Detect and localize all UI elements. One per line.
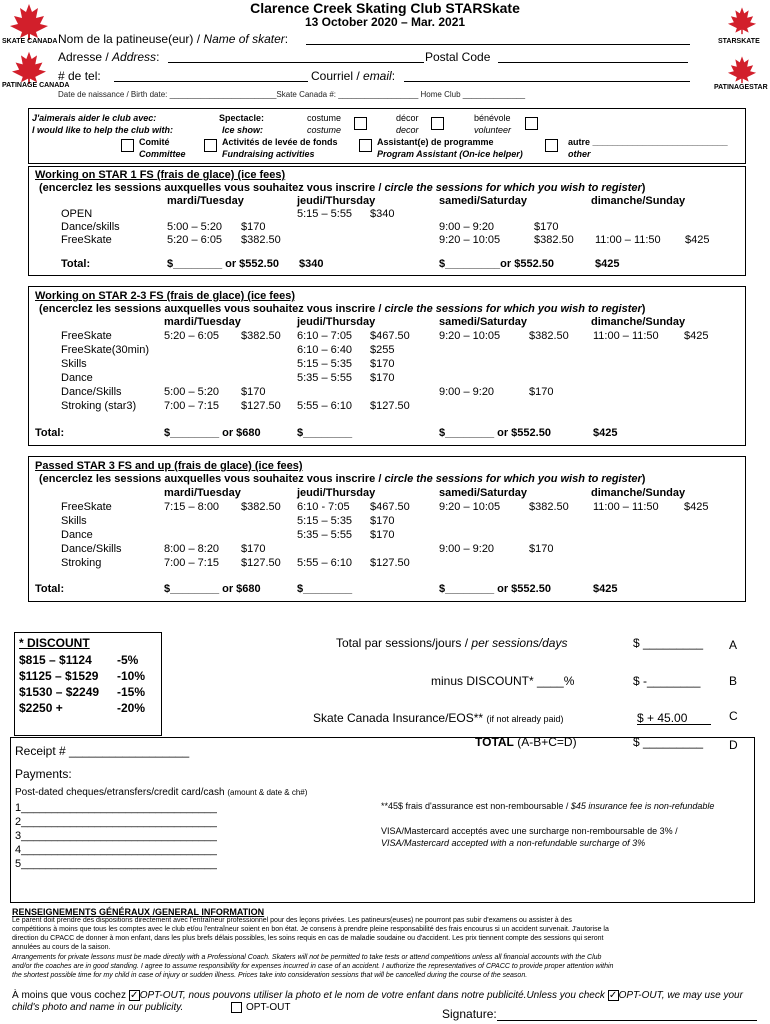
general-info-fr: annulées au cours de la saison.: [12, 944, 111, 951]
session-price: $170: [529, 386, 554, 398]
general-info-fr: compétitions à moins que tous les comptes avec le club et/ou l'entraîneur soient en bon état. Je consens à prendre pleine responsabilité des frais encourus si un accident survenait. J'autorise la: [12, 926, 609, 933]
star3-total-sun: $425: [593, 583, 618, 595]
total-d-field[interactable]: $ _________: [633, 735, 704, 749]
session-time[interactable]: 5:20 – 6:05: [167, 234, 223, 246]
session-time[interactable]: 5:15 – 5:35: [297, 358, 353, 370]
discount-range: $1125 – $1529: [19, 669, 99, 683]
session-time[interactable]: 5:15 – 5:55: [297, 208, 353, 220]
total-a-field[interactable]: $ _________: [633, 636, 704, 650]
star1-instructions: (encerclez les sessions auxquelles vous souhaitez vous inscrire / circle the sessions for which you wish to register): [39, 182, 646, 194]
session-time[interactable]: 7:15 – 8:00: [164, 501, 220, 513]
star23-total-label: Total:: [35, 427, 65, 439]
general-info-en: and/or the coaches are in good standing. I agree to assume responsibility for expenses incurred in case of an accident. I authorize the representatives of CPACC to provide proper attention within: [12, 963, 614, 970]
postal-code-label: Postal Code: [425, 50, 491, 64]
session-price: $127.50: [370, 400, 410, 412]
session-time[interactable]: 5:35 – 5:55: [297, 372, 353, 384]
season-dates: 13 October 2020 – Mar. 2021: [304, 15, 466, 29]
general-info-en: the shortest possible time for my child in case of injury or sudden illness. Prices take into consideration sessions that will be cancelled during the course of the season.: [12, 972, 528, 979]
payments-label: Payments:: [15, 767, 72, 781]
visa-note-en: VISA/Mastercard accepted with a non-refundable surcharge of 3%: [381, 838, 646, 848]
payment-line[interactable]: 2________________________________: [15, 816, 217, 828]
star3-row-label: Dance: [61, 529, 93, 541]
visa-note-fr: VISA/Mastercard acceptés avec une surcharge non-remboursable de 3% /: [381, 826, 678, 836]
volunteer-fr: J'aimerais aider le club avec:: [32, 113, 157, 123]
costume-checkbox[interactable]: [354, 117, 367, 130]
discount-title: * DISCOUNT: [19, 636, 90, 650]
session-time[interactable]: 5:15 – 5:35: [297, 515, 353, 527]
signature-label: Signature:: [442, 1007, 497, 1021]
total-c-field: $ + 45.00: [637, 711, 688, 725]
star23-total-sat[interactable]: $________ or $552.50: [439, 427, 551, 439]
star1-title: Working on STAR 1 FS (frais de glace) (ice fees): [35, 169, 286, 181]
star23-day-sat: samedi/Saturday: [439, 316, 528, 328]
star23-row-label: FreeSkate(30min): [61, 344, 150, 356]
star3-section: [28, 456, 746, 602]
discount-minus-label[interactable]: minus DISCOUNT* ____%: [431, 674, 575, 688]
star23-day-thu: jeudi/Thursday: [297, 316, 376, 328]
optout-fr: À moins que vous cochez ✓OPT-OUT, nous pouvons utiliser la photo et le nom de votre enfant dans notre publicité.Unless you check ✓OPT-OUT, we may use your: [12, 990, 743, 1002]
discount-rate: -15%: [117, 685, 146, 699]
session-price: $170: [534, 221, 559, 233]
star3-total-thu[interactable]: $________: [297, 583, 353, 595]
optout-en-checkbox[interactable]: ✓: [608, 990, 618, 1001]
address-label: Adresse / Address:: [58, 50, 160, 64]
session-price: $255: [370, 344, 395, 356]
general-info-fr: direction du CPACC de donner à mon enfant, dans les plus brefs délais possibles, les soins requis en cas de maladie soudaine ou d'accident. Les prix tiennent compte des sessions qui seront: [12, 935, 604, 942]
star3-row-label: Stroking: [61, 557, 102, 569]
session-price: $425: [684, 501, 709, 513]
fundraising-checkbox[interactable]: [204, 139, 217, 152]
other-en: other: [568, 149, 591, 159]
star23-total-tue[interactable]: $________ or $680: [164, 427, 261, 439]
star3-day-tue: mardi/Tuesday: [164, 487, 241, 499]
session-price: $170: [241, 386, 266, 398]
payment-line[interactable]: 4________________________________: [15, 844, 217, 856]
session-time[interactable]: 9:20 – 10:05: [439, 330, 501, 342]
total-a-letter: A: [729, 638, 738, 652]
ice-show-en: Ice show:: [222, 125, 264, 135]
star3-day-sat: samedi/Saturday: [439, 487, 528, 499]
session-price: $127.50: [241, 557, 281, 569]
session-price: $382.50: [241, 234, 281, 246]
star1-total-sun: $425: [595, 258, 620, 270]
fundraising-en: Fundraising activities: [222, 149, 315, 159]
session-time[interactable]: 5:55 – 6:10: [297, 557, 353, 569]
session-price: $425: [684, 330, 709, 342]
star1-total-sat[interactable]: $_________or $552.50: [439, 258, 554, 270]
session-price: $382.50: [534, 234, 574, 246]
star1-row-label: OPEN: [61, 208, 93, 220]
star23-row-label: Dance/Skills: [61, 386, 122, 398]
star23-total-sun: $425: [593, 427, 618, 439]
star23-total-thu[interactable]: $________: [297, 427, 353, 439]
star23-day-sun: dimanche/Sunday: [591, 316, 686, 328]
general-info-en: Arrangements for private lessons must be made directly with a Professional Coach. Skaters will not be permitted to take tests or attend competitions unless all financial accounts with the Club: [12, 954, 602, 961]
discount-rate: -5%: [117, 653, 139, 667]
maple-leaf-icon: [2, 50, 56, 84]
volunteer-option-checkbox[interactable]: [525, 117, 538, 130]
session-price: $170: [370, 515, 395, 527]
program-assistant-checkbox[interactable]: [359, 139, 372, 152]
session-price: $127.50: [241, 400, 281, 412]
star1-row-label: FreeSkate: [61, 234, 112, 246]
star1-day-sat: samedi/Saturday: [439, 195, 528, 207]
session-time[interactable]: 7:00 – 7:15: [164, 557, 220, 569]
optout-en-line2: child's photo and name in our publicity.: [12, 1002, 184, 1013]
star3-total-tue[interactable]: $________ or $680: [164, 583, 261, 595]
star1-total-label: Total:: [61, 258, 91, 270]
volunteer-option-fr: bénévole: [474, 113, 511, 123]
page-title: Clarence Creek Skating Club STARSkate: [250, 0, 520, 16]
star3-instructions: (encerclez les sessions auxquelles vous souhaitez vous inscrire / circle the sessions for which you wish to register): [39, 473, 646, 485]
total-c-underline: [637, 724, 711, 725]
other-checkbox[interactable]: [545, 139, 558, 152]
session-time[interactable]: 6:10 – 6:40: [297, 344, 353, 356]
star1-section: [28, 166, 746, 276]
session-time[interactable]: 9:00 – 9:20: [439, 543, 495, 555]
ice-show-fr: Spectacle:: [219, 113, 265, 123]
birth-date-line[interactable]: Date de naissance / Birth date: ________________________Skate Canada #: __________________ Home Club ______________: [58, 90, 526, 99]
star1-row-label: Dance/skills: [61, 221, 120, 233]
session-time[interactable]: 5:00 – 5:20: [167, 221, 223, 233]
volunteer-box: [28, 108, 746, 164]
session-time[interactable]: 9:00 – 9:20: [439, 386, 495, 398]
session-price: $170: [370, 372, 395, 384]
session-price: $382.50: [241, 330, 281, 342]
session-time[interactable]: 11:00 – 11:50: [595, 234, 661, 246]
session-time[interactable]: 8:00 – 8:20: [164, 543, 220, 555]
total-b-field[interactable]: $ -________: [633, 674, 701, 688]
session-time[interactable]: 11:00 – 11:50: [593, 501, 659, 513]
optout-label: OPT-OUT: [246, 1002, 291, 1013]
discount-rate: -20%: [117, 701, 146, 715]
total-sessions-label: Total par sessions/jours / per sessions/days: [336, 636, 568, 650]
session-time[interactable]: 5:20 – 6:05: [164, 330, 220, 342]
session-price: $170: [370, 358, 395, 370]
postdated-label: Post-dated cheques/etransfers/credit card/cash (amount & date & ch#): [15, 787, 308, 798]
patinage-canada-logo: [2, 50, 70, 92]
discount-range: $815 – $1124: [19, 653, 92, 667]
session-price: $170: [241, 221, 266, 233]
star23-row-label: Dance: [61, 372, 93, 384]
skater-name-field[interactable]: [306, 44, 690, 45]
star23-section: [28, 286, 746, 446]
session-time[interactable]: 9:20 – 10:05: [439, 234, 501, 246]
grand-total-label: TOTAL (A-B+C=D): [475, 735, 577, 749]
session-time[interactable]: 11:00 – 11:50: [593, 330, 659, 342]
committee-fr: Comité: [139, 137, 170, 147]
session-time[interactable]: 9:20 – 10:05: [439, 501, 501, 513]
discount-rate: -10%: [117, 669, 146, 683]
logo-text: STARSKATE: [718, 38, 760, 45]
decor-fr: décor: [396, 113, 419, 123]
general-info-fr: Le parent doit prendre des dispositions directement avec l'entraîneur professionnel pour des leçons privées. Les patineurs(euses) ne pourront pas subir d'examens ou assister à des: [12, 917, 572, 924]
star3-title: Passed STAR 3 FS and up (frais de glace) (ice fees): [35, 460, 303, 472]
star3-day-thu: jeudi/Thursday: [297, 487, 376, 499]
session-time[interactable]: 5:35 – 5:55: [297, 529, 353, 541]
session-price: $170: [370, 529, 395, 541]
session-price: $382.50: [241, 501, 281, 513]
program-assistant-en: Program Assistant (On-ice helper): [377, 149, 523, 159]
star23-day-tue: mardi/Tuesday: [164, 316, 241, 328]
session-price: $340: [370, 208, 395, 220]
session-time[interactable]: 6:10 – 7:05: [297, 330, 353, 342]
session-time[interactable]: 9:00 – 9:20: [439, 221, 495, 233]
logo-text: PATINAGE CANADA: [2, 82, 70, 89]
star1-day-tue: mardi/Tuesday: [167, 195, 244, 207]
decor-checkbox[interactable]: [431, 117, 444, 130]
signature-field[interactable]: [497, 1020, 757, 1021]
volunteer-option-en: volunteer: [474, 125, 512, 135]
postal-code-field[interactable]: [498, 62, 688, 63]
session-price: $467.50: [370, 330, 410, 342]
star23-row-label: Skills: [61, 358, 87, 370]
discount-box: [14, 632, 162, 736]
star3-total-sat[interactable]: $________ or $552.50: [439, 583, 551, 595]
session-price: $127.50: [370, 557, 410, 569]
payment-line[interactable]: 1________________________________: [15, 802, 217, 814]
star23-instructions: (encerclez les sessions auxquelles vous souhaitez vous inscrire / circle the sessions for which you wish to register): [39, 303, 646, 315]
payment-line[interactable]: 3________________________________: [15, 830, 217, 842]
address-field[interactable]: [168, 62, 424, 63]
costume-fr: costume: [307, 113, 342, 123]
session-price: $170: [241, 543, 266, 555]
star23-title: Working on STAR 2-3 FS (frais de glace) (ice fees): [35, 290, 295, 302]
session-time[interactable]: 7:00 – 7:15: [164, 400, 220, 412]
email-field[interactable]: [404, 81, 690, 82]
logo-text: SKATE CANADA: [2, 38, 58, 45]
total-b-letter: B: [729, 674, 738, 688]
discount-range: $1530 – $2249: [19, 685, 100, 699]
other-fr: autre ___________________________: [568, 137, 728, 147]
session-price: $382.50: [529, 501, 569, 513]
program-assistant-fr: Assistant(e) de programme: [377, 137, 494, 147]
star1-day-thu: jeudi/Thursday: [297, 195, 376, 207]
session-price: $467.50: [370, 501, 410, 513]
phone-field[interactable]: [114, 81, 308, 82]
star1-total-tue[interactable]: $________ or $552.50: [167, 258, 279, 270]
insurance-label: Skate Canada Insurance/EOS** (if not already paid): [313, 711, 564, 725]
fundraising-fr: Activités de levée de fonds: [222, 137, 338, 147]
optout-checkbox[interactable]: [231, 1002, 242, 1013]
phone-label: # de tel:: [58, 69, 101, 83]
total-c-letter: C: [729, 709, 738, 723]
total-d-letter: D: [729, 738, 738, 752]
committee-checkbox[interactable]: [121, 139, 134, 152]
payments-box: [10, 737, 755, 903]
session-price: $170: [529, 543, 554, 555]
star23-row-label: Stroking (star3): [61, 400, 137, 412]
star3-row-label: Dance/Skills: [61, 543, 122, 555]
maple-leaf-icon: [722, 52, 762, 86]
email-label: Courriel / email:: [311, 69, 396, 83]
session-price: $382.50: [529, 330, 569, 342]
committee-en: Committee: [139, 149, 186, 159]
star1-day-sun: dimanche/Sunday: [591, 195, 686, 207]
star1-total-thu: $340: [299, 258, 324, 270]
star3-row-label: Skills: [61, 515, 87, 527]
session-time[interactable]: 6:10 - 7:05: [297, 501, 350, 513]
costume-en: costume: [307, 125, 342, 135]
discount-range: $2250 +: [19, 701, 63, 715]
session-time[interactable]: 5:00 – 5:20: [164, 386, 220, 398]
star23-row-label: FreeSkate: [61, 330, 112, 342]
general-info-title: RENSEIGNEMENTS GÉNÉRAUX /GENERAL INFORMATION: [12, 907, 265, 917]
patinagestar-logo: [712, 52, 768, 92]
star3-row-label: FreeSkate: [61, 501, 112, 513]
star3-total-label: Total:: [35, 583, 65, 595]
receipt-field[interactable]: Receipt # __________________: [15, 744, 190, 758]
optout-fr-checkbox[interactable]: ✓: [130, 990, 139, 1001]
payment-line[interactable]: 5________________________________: [15, 858, 217, 870]
insurance-note: **45$ frais d'assurance est non-remboursable / $45 insurance fee is non-refundable: [381, 801, 715, 811]
logo-text: PATINAGESTAR: [714, 84, 768, 91]
skater-name-label: Nom de la patineuse(eur) / Name of skater:: [58, 32, 289, 46]
volunteer-en: I would like to help the club with:: [32, 125, 173, 135]
session-price: $425: [685, 234, 710, 246]
decor-en: decor: [396, 125, 419, 135]
session-time[interactable]: 5:55 – 6:10: [297, 400, 353, 412]
star3-day-sun: dimanche/Sunday: [591, 487, 686, 499]
